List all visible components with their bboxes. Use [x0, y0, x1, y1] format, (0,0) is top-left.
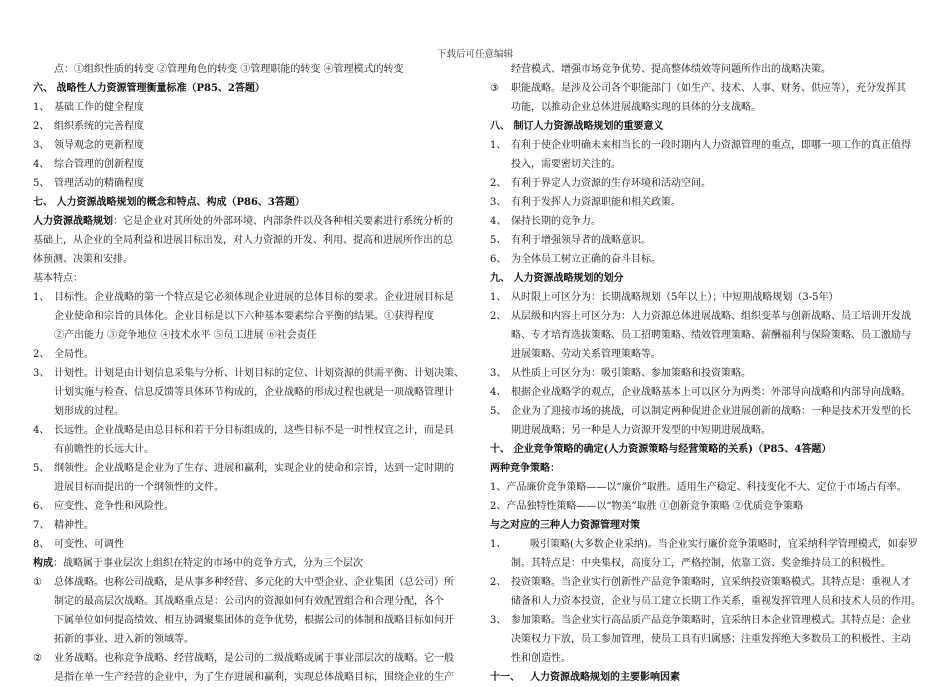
text-line: 企业使命和宗旨的具体化。企业目标是以下六种基本要素综合平衡的结果。①获得程度 [54, 311, 434, 322]
list-item: 4、 保持长期的竞争力。 [490, 216, 601, 227]
text-line: 储备和人力资本投资，企业与员工建立长期工作关系，重视发挥管理人员和技术人员的作用。 [511, 596, 921, 607]
list-item: 1、 吸引策略(大多数企业采纳)。当企业实行廉价竞争策略时，宜采纳科学管理模式，如泰罗 [490, 539, 918, 550]
text-line: 功能，以推动企业总体进展战略实现的具体的分支战略。 [511, 102, 761, 113]
text-line: 有前瞻性的长远大计。 [54, 444, 154, 455]
list-item: 1、 有利于使企业明确未来相当长的一段时期内人力资源管理的重点，即哪一项工作的真正值得 [490, 140, 911, 151]
page-header: 下载后可任意编辑 [436, 49, 513, 60]
section-9-heading: 九、 人力资源战略规划的划分 [490, 273, 624, 284]
list-item: 3、 领导观念的更新程度 [33, 140, 144, 151]
three-countermeasures-heading: 与之对应的三种人力资源管理对策 [490, 520, 640, 531]
definition-line: 人力资源战略规划：它是企业对其所处的外部环境、内部条件以及各种相关要素进行系统分析的 [33, 216, 453, 227]
section-11-heading: 十一、 人力资源战略规划的主要影响因素 [490, 672, 680, 683]
list-item: 4、 长远性。企业战略是由总目标和若干分目标组成的，这些目标不是一时性权宜之计，而是具 [33, 425, 454, 436]
section-10-heading: 十、 企业竞争策略的确定(人力资源策略与经营策略的关系)（P85、4答题） [490, 444, 832, 455]
list-item: 2、 有利于界定人力资源的生存环境和活动空间。 [490, 178, 711, 189]
list-item: 3、 有利于发挥人力资源职能和相关政策。 [490, 197, 681, 208]
text-line: 进展目标而提出的一个纲领性的文件。 [54, 482, 224, 493]
list-item: ① 总体战略。也称公司战略，是从事多种经营、多元化的大中型企业、企业集团（总公司）所 [33, 577, 454, 588]
text-line: 计划实施与检查、信息反馈等具体环节构成的，企业战略的形成过程也就是一项战略管理计 [54, 387, 454, 398]
composition-line: 构成：战略属于事业层次上组织在特定的市场中的竞争方式，分为三个层次 [33, 558, 363, 569]
list-item: 1、 目标性。企业战略的第一个特点是它必须体现企业进展的总体目标的要求。企业进展目标是 [33, 292, 454, 303]
list-item: 8、 可变性、可调性 [33, 539, 124, 550]
list-item: 7、 精神性。 [33, 520, 94, 531]
text-line: 投入，需要密切关注的。 [511, 159, 621, 170]
text-line: ②产出能力 ③竞争地位 ④技术水平 ⑤员工进展 ⑥社会责任 [54, 330, 317, 341]
list-item: 1、 从时限上可区分为：长期战略规划（5年以上）；中短期战略规划（3-5年） [490, 292, 839, 303]
list-item: 4、 根据企业战略学的观点，企业战略基本上可以区分为两类：外部导向战略和内部导向战略。 [490, 387, 911, 398]
list-item: 5、 有利于增强领导者的战略意识。 [490, 235, 651, 246]
section-8-heading: 八、 制订人力资源战略规划的重要意义 [490, 121, 664, 132]
section-7-heading: 七、 人力资源战略规划的概念和特点、构成（P86、3答题） [33, 197, 305, 208]
list-item: 5、 纲领性。企业战略是企业为了生存、进展和赢利，实现企业的使命和宗旨，达到一定时期的 [33, 463, 454, 474]
features-heading: 基本特点： [33, 273, 83, 284]
right-column [490, 60, 925, 687]
list-item: ② 业务战略。也称竞争战略、经营战略，是公司的二级战略或属于事业部层次的战略。它一般 [33, 653, 454, 664]
list-item: 2、 从层级和内容上可区分为：人力资源总体进展战略、组织变革与创新战略、员工培训开发战 [490, 311, 911, 322]
text-line: 点：①组织性质的转变 ②管理角色的转变 ③管理职能的转变 ④管理模式的转变 [54, 64, 404, 75]
list-item: 2、 组织系统的完善程度 [33, 121, 144, 132]
text-line: 略、专才培育选拔策略、员工招聘策略、绩效管理策略、薪酬福利与保险策略、员工激励与 [511, 330, 911, 341]
text-line: 拓新的事业、进入新的领域等。 [54, 634, 194, 645]
list-item: 6、 应变性、竞争性和风险性。 [33, 501, 174, 512]
text-line: 期进展战略；另一种是人力资源开发型的中短期进展战略。 [511, 425, 771, 436]
list-item: ③ 职能战略。是涉及公司各个职能部门（如生产、技术、人事、财务、供应等），充分发挥其 [490, 83, 906, 94]
text-line: 2、产品独特性策略——以“物美”取胜 ①创新竞争策略 ②优质竞争策略 [490, 501, 803, 512]
text-line: 划形成的过程。 [54, 406, 124, 417]
text-line: 经营模式、增强市场竞争优势、提高整体绩效等问题所作出的战略决策。 [511, 64, 831, 75]
text-line: 是指在单一生产经营的企业中，为了生存进展和赢利，实现总体战略目标，围绕企业的生产 [54, 672, 454, 683]
list-item: 3、 参加策略。当企业实行高品质产品竞争策略时，宜采纳日本企业管理模式。其特点是：企业 [490, 615, 911, 626]
text-line: 基础上，从企业的全局利益和进展目标出发，对人力资源的开发、利用、提高和进展所作出的总 [33, 235, 453, 246]
text-line: 制定的最高层次战略。其战略重点是：公司内的资源如何有效配置组合和合理分配，各个 [54, 596, 444, 607]
text-line: 1、产品廉价竞争策略——以“廉价”取胜。适用生产稳定、科技变化不大、定位于市场占有率。 [490, 482, 907, 493]
text-line: 进展策略、劳动关系管理策略等。 [511, 349, 661, 360]
list-item: 2、 全局性。 [33, 349, 94, 360]
section-6-heading: 六、 战略性人力资源管理衡量标准（P85、2答题） [33, 83, 265, 94]
text-line: 下属单位如何提高绩效、相互协调聚集团体的竞争优势，根据公司的体制和战略目标如何开 [54, 615, 454, 626]
text-line: 决策权力下放，员工参加管理，使员工具有归属感；注重发挥绝大多数员工的积极性、主动 [511, 634, 911, 645]
text-line: 体预测、决策和安排。 [33, 254, 133, 265]
list-item: 2、 投资策略。当企业实行创新性产品竞争策略时，宜采纳投资策略模式。其特点是：重视人才 [490, 577, 911, 588]
text-line: 性和创造性。 [511, 653, 571, 664]
list-item: 3、 计划性。计划是由计划信息采集与分析、计划目标的定位、计划资源的供需平衡、计划决策、 [33, 368, 464, 379]
two-strategies-heading: 两种竞争策略： [490, 463, 560, 474]
list-item: 1、 基础工作的健全程度 [33, 102, 144, 113]
text-line: 制。其特点是：中央集权，高度分工，严格控制，依靠工资、奖金维持员工的积极性。 [511, 558, 891, 569]
list-item: 4、 综合管理的创新程度 [33, 159, 144, 170]
list-item: 3、 从性质上可区分为：吸引策略、参加策略和投资策略。 [490, 368, 751, 379]
list-item: 6、 为全体员工树立正确的奋斗目标。 [490, 254, 661, 265]
list-item: 5、 企业为了迎接市场的挑战，可以制定两种促进企业进展创新的战略：一种是技术开发型的长 [490, 406, 911, 417]
list-item: 5、 管理活动的精确程度 [33, 178, 144, 189]
left-column [33, 60, 468, 687]
